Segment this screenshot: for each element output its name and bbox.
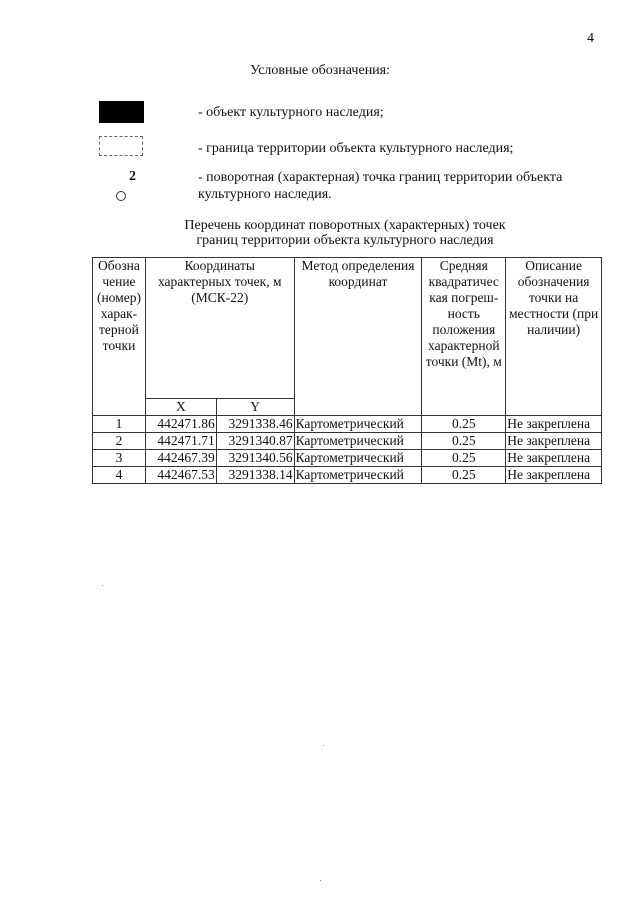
method-cell: Картометрический bbox=[294, 433, 422, 450]
error-cell: 0.25 bbox=[422, 467, 506, 484]
method-cell: Картометрический bbox=[294, 450, 422, 467]
turning-point-circle-icon bbox=[116, 191, 126, 201]
method-cell: Картометрический bbox=[294, 467, 422, 484]
x-coordinate-cell: 442467.39 bbox=[145, 450, 216, 467]
legend-item-turning-point: - поворотная (характерная) точка границ территории объекта культурного наследия. bbox=[198, 170, 563, 202]
scan-speck bbox=[323, 745, 324, 746]
coordinates-list-title-line2: границ территории объекта культурного наследия bbox=[196, 233, 494, 248]
header-coordinates: Координаты характерных точек, м (МСК-22) bbox=[145, 258, 294, 399]
y-coordinate-cell: 3291340.87 bbox=[216, 433, 294, 450]
x-coordinate-cell: 442471.86 bbox=[145, 416, 216, 433]
y-coordinate-cell: 3291338.46 bbox=[216, 416, 294, 433]
point-symbol-label: 2 bbox=[129, 169, 136, 184]
point-number-cell: 2 bbox=[93, 433, 146, 450]
description-cell: Не закреплена bbox=[506, 450, 602, 467]
description-cell: Не закреплена bbox=[506, 433, 602, 450]
cultural-heritage-object-symbol-icon bbox=[99, 101, 144, 123]
point-number-cell: 1 bbox=[93, 416, 146, 433]
coordinates-list-title bbox=[0, 218, 640, 248]
header-error: Средняя квадратичес кая погреш- ность положения характерной точки (Mt), м bbox=[422, 258, 506, 416]
coordinates-list-title-line1: Перечень координат поворотных (характерных) точек bbox=[184, 218, 506, 233]
scan-speck bbox=[102, 585, 103, 586]
legend-item-object: - объект культурного наследия; bbox=[198, 105, 384, 120]
x-coordinate-cell: 442471.71 bbox=[145, 433, 216, 450]
method-cell: Картометрический bbox=[294, 416, 422, 433]
page-number: 4 bbox=[587, 31, 594, 46]
y-coordinate-cell: 3291338.14 bbox=[216, 467, 294, 484]
table-row bbox=[93, 467, 602, 484]
territory-boundary-symbol-icon bbox=[99, 136, 143, 156]
legend-title: Условные обозначения: bbox=[249, 63, 391, 78]
header-description: Описание обозначения точки на местности (при наличии) bbox=[506, 258, 602, 416]
table-row bbox=[93, 450, 602, 467]
error-cell: 0.25 bbox=[422, 450, 506, 467]
table-row bbox=[93, 433, 602, 450]
error-cell: 0.25 bbox=[422, 433, 506, 450]
point-number-cell: 3 bbox=[93, 450, 146, 467]
error-cell: 0.25 bbox=[422, 416, 506, 433]
header-x: X bbox=[145, 399, 216, 416]
x-coordinate-cell: 442467.53 bbox=[145, 467, 216, 484]
legend-item-boundary: - граница территории объекта культурного наследия; bbox=[198, 141, 514, 156]
scan-speck bbox=[320, 880, 321, 881]
description-cell: Не закреплена bbox=[506, 416, 602, 433]
point-number-cell: 4 bbox=[93, 467, 146, 484]
table-row bbox=[93, 416, 602, 433]
description-cell: Не закреплена bbox=[506, 467, 602, 484]
header-method: Метод определения координат bbox=[294, 258, 422, 416]
coordinates-table bbox=[92, 257, 602, 484]
header-y: Y bbox=[216, 399, 294, 416]
y-coordinate-cell: 3291340.56 bbox=[216, 450, 294, 467]
header-designation: Обозна чение (номер) харак- терной точки bbox=[93, 258, 146, 416]
